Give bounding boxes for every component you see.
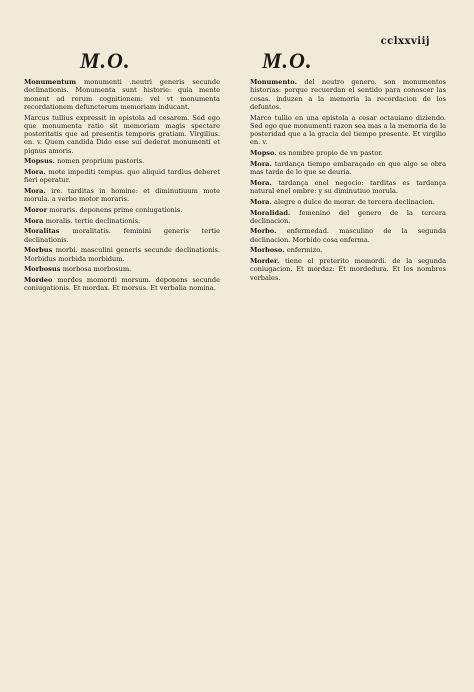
entry-headword: Moralidad. [250,208,300,217]
entry-text: del neutro genero. son monumentos historias: porque recuerdan el sentido para conoscer las cosas. induzen a la memoria la recordacion de los defuntos. [250,78,446,111]
dictionary-entry [24,168,220,185]
entry-text: ire. tarditas in homine: et diminutiuum mote morula. a verbo motor moraris. [24,187,220,204]
dictionary-entry [250,114,446,147]
entry-text: es nombre propio de vn pastor. [278,149,383,158]
dictionary-entry [24,217,220,225]
dictionary-entry [24,157,220,165]
entry-text: tardança enel negocio: tarditas es tardança natural enel ombre: y su diminutiuo morula. [250,178,446,196]
entry-text: moralitatis. feminini generis tertie declinationis. [24,227,220,244]
entry-text: Marcus tullius expressit in epistola ad cesarem. Sed ego que monumenta ratio sit memoriam magis spectare posteritatis que ad presentis temporis gratiam. Virgilius. en. v. Quem candida Dido esse sui dederat monumenti et pignus amoris. [24,113,220,155]
dictionary-entry [250,179,446,196]
entry-text: tardança tiempo embaraçado en que algo se obra mas tarde de lo que se deuria. [250,159,446,177]
dictionary-entry [250,78,446,111]
entry-text: moralis. tertie declinationis. [45,216,141,225]
entry-text: femenino del genero de la tercera declinacion. [250,208,446,225]
entry-headword: Moralitas [24,227,73,236]
entry-text: alegre o dulce de morar. de tercera declinacion. [274,197,435,206]
entry-headword: Morbus [24,246,56,255]
dictionary-entry [24,227,220,244]
dictionary-entry [250,257,446,282]
entry-headword: Morbo. [250,227,287,236]
entry-headword: Mordeo [24,276,58,285]
entry-text: enfermizo. [286,246,323,255]
dictionary-entry [24,114,220,155]
dictionary-entry [250,160,446,177]
dictionary-entry [24,187,220,204]
dictionary-entry [250,227,446,244]
entry-text: Marco tullio en una epistola a cesar octauiano diziendo. Sed ego que monumenti razon sea mas a la memoria de la posteridad que a la gracia del tiempo presente. Et virgilio en. v. [250,113,446,147]
entry-headword: Mora [24,216,46,225]
entry-text: mordes momordi morsum. deponens secunde coniugationis. Et mordax. Et morsus. Et verbalia nomina. [24,276,220,293]
dictionary-entry [24,78,220,111]
entry-text: moraris. deponens prime coniugationis. [49,206,183,215]
entry-headword: Mora. [250,159,275,168]
dictionary-entry [24,265,220,273]
entry-text: morbi. masculini generis secunde declinationis. Morbidus morbida morbidum. [24,246,220,263]
entry-headword: Mopsus. [24,157,58,166]
entry-text: morbosa morbosum. [62,265,132,274]
entry-headword: Morboso. [250,246,287,255]
entry-headword: Mora. [24,168,49,177]
entry-headword: Monumentum [24,78,84,86]
entry-headword: Mopso. [250,149,279,158]
entry-text: tiene el preterito momordi. de la segunda coniugacion. Et mordaz: Et mordedura. Et los nombres verbales. [250,257,446,282]
dictionary-entry [250,149,446,157]
entry-headword: Morbosus [24,265,63,274]
latin-column [24,78,220,668]
spanish-column [250,78,446,668]
entry-text: nomen proprium pastoris. [57,157,145,166]
entry-headword: Morder. [250,257,286,266]
entry-headword: Monumento. [250,78,305,86]
running-header-left: M.O. [80,48,131,73]
running-header-right: M.O. [262,48,313,73]
entry-text: monumenti .neutri generis secunde declinationis. Monumenta sunt historie: quia mente monent ad rerum cognitionem: vel vt monumenta recordationem defunctorum memoriam inducant. [24,78,220,111]
dictionary-entry [250,209,446,226]
entry-headword: Mora. [250,197,275,206]
dictionary-entry [250,246,446,254]
dictionary-entry [24,206,220,214]
dictionary-entry [24,276,220,293]
entry-headword: Mora. [24,187,52,196]
entry-text: enfermedad. masculino de la segunda declinacion. Morbido cosa enferma. [250,227,446,244]
entry-text: mote impediti tempus. quo aliquid tardius deberet fieri operatur. [24,168,220,185]
entry-headword: Moror [24,206,50,215]
folio-number: cclxxviij [380,36,430,47]
entry-headword: Mora. [250,178,279,187]
dictionary-entry [24,246,220,263]
dictionary-entry [250,198,446,206]
